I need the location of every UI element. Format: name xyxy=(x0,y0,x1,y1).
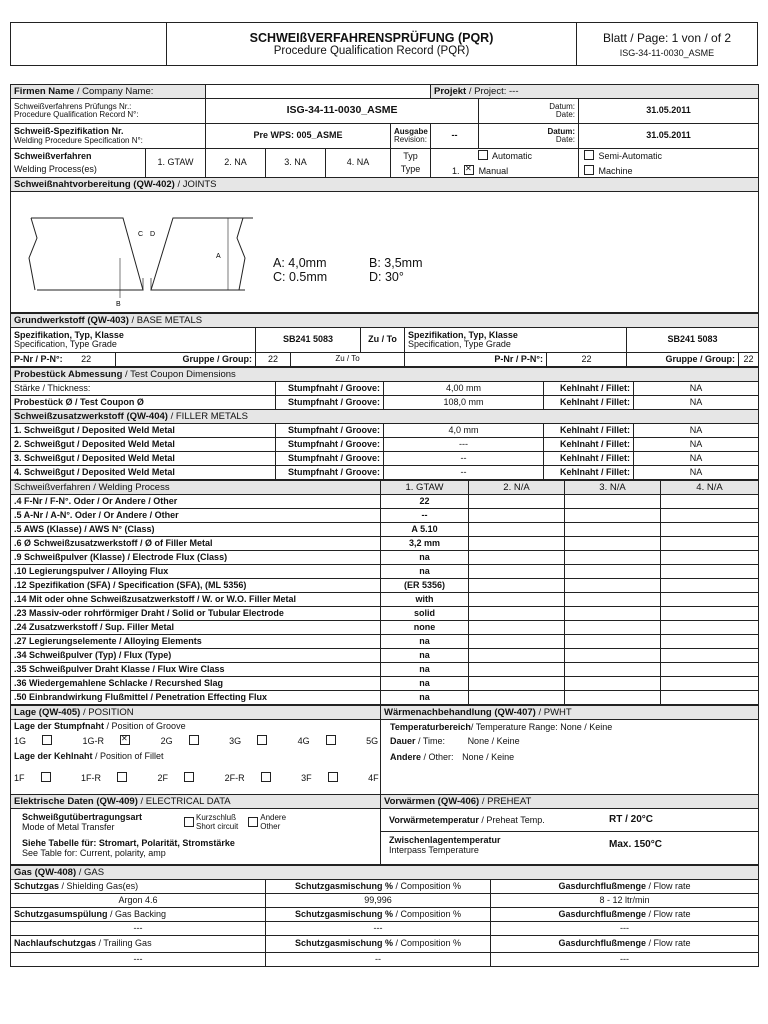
process-header: Schweißverfahren / Welding Process xyxy=(11,481,381,495)
backing-flow-label: Gasdurchflußmenge / Flow rate xyxy=(491,908,759,922)
automatic-checkbox[interactable] xyxy=(478,150,488,160)
position-pwht-table xyxy=(10,705,759,865)
process-row-label: .5 A-Nr / A-N°. Oder / Or Andere / Other xyxy=(11,509,381,523)
date-label: Datum: Date: xyxy=(479,99,579,124)
process-row-value-2 xyxy=(469,677,565,691)
process-row xyxy=(11,635,759,649)
pqr-no-value: ISG-34-11-0030_ASME xyxy=(206,99,479,124)
process-row-value-2 xyxy=(469,593,565,607)
process-row-label: .34 Schweißpulver (Typ) / Flux (Type) xyxy=(11,649,381,663)
gas-header: Gas (QW-408) / GAS xyxy=(11,866,759,880)
process-row-value-1: na xyxy=(381,663,469,677)
backing-label: Schutzgasumspülung / Gas Backing xyxy=(11,908,266,922)
preheat-cell: Vorwärmetemperatur / Preheat Temp. RT / 20°C Zwischenlagentemperatur Interpass Temperature Max. 150°C xyxy=(381,809,759,865)
trailing-comp-label: Schutzgasmischung % / Composition % xyxy=(266,936,491,953)
pnr-value-2: 22 xyxy=(547,353,627,367)
process-row xyxy=(11,509,759,523)
svg-text:D: D xyxy=(150,231,156,238)
spec-value-2: SB241 5083 xyxy=(627,328,759,353)
process-row-value-4 xyxy=(661,565,759,579)
process-row-value-3 xyxy=(565,565,661,579)
pqr-no-label: Schweißverfahrens Prüfungs Nr.: Procedure Qualification Record N°: xyxy=(11,99,206,124)
process-table xyxy=(10,480,759,705)
pos-2f-checkbox[interactable] xyxy=(184,772,194,782)
dim-c: C: 0.5mm xyxy=(273,270,328,284)
top-info-table xyxy=(10,84,759,313)
backing-flow-value: --- xyxy=(491,922,759,936)
process-row xyxy=(11,495,759,509)
dim-d: D: 30° xyxy=(369,270,404,284)
spec-value-1: SB241 5083 xyxy=(256,328,361,353)
process-row-label: .10 Legierungspulver / Alloying Flux xyxy=(11,565,381,579)
pos-2f-r-checkbox[interactable] xyxy=(261,772,271,782)
process-row-value-1: na xyxy=(381,677,469,691)
svg-text:B: B xyxy=(116,301,121,308)
process-row-value-1: na xyxy=(381,565,469,579)
process-row-value-3 xyxy=(565,607,661,621)
process-row-value-3 xyxy=(565,677,661,691)
thickness-fillet-label: Kehlnaht / Fillet: xyxy=(544,382,634,396)
process-row-value-4 xyxy=(661,663,759,677)
group-label-1: Gruppe / Group: xyxy=(116,353,256,367)
thickness-fillet-value: NA xyxy=(634,382,759,396)
group-label-2: Gruppe / Group: xyxy=(627,353,739,367)
title-en: Procedure Qualification Record (PQR) xyxy=(273,45,470,57)
gas-table xyxy=(10,865,759,967)
process-row xyxy=(11,677,759,691)
process-row xyxy=(11,663,759,677)
shield-value: Argon 4.6 xyxy=(11,894,266,908)
process-col-1: 1. GTAW xyxy=(381,481,469,495)
process-row-value-1: with xyxy=(381,593,469,607)
shield-flow-value: 8 - 12 ltr/min xyxy=(491,894,759,908)
process-row-value-1: na xyxy=(381,635,469,649)
group-value-1: 22 xyxy=(256,353,291,367)
form-header xyxy=(10,22,758,66)
pos-1g-r-checkbox[interactable] xyxy=(120,735,130,745)
process-row-value-3 xyxy=(565,509,661,523)
filler-header: Schweißzusatzwerkstoff (QW-404) / FILLER METALS xyxy=(11,410,759,424)
pos-1f-r-checkbox[interactable] xyxy=(117,772,127,782)
thickness-groove-value: 4,00 mm xyxy=(384,382,544,396)
process-row-value-1: na xyxy=(381,691,469,705)
process-row-label: .50 Einbrandwirkung Flußmittel / Penetration Effecting Flux xyxy=(11,691,381,705)
thickness-groove-label: Stumpfnaht / Groove: xyxy=(276,382,384,396)
joint-sketch-cell xyxy=(11,192,759,313)
electrical-cell: Schweißgutübertragungsart Mode of Metal Transfer Kurzschluß Short circuit Andere Other Siehe Tabelle für: Stromart, Polarität, Stromstärke See Table for: Current, polarity, amp xyxy=(11,809,381,865)
process-row-value-1: none xyxy=(381,621,469,635)
wps-value: Pre WPS: 005_ASME xyxy=(206,124,391,149)
backing-comp-label: Schutzgasmischung % / Composition % xyxy=(266,908,491,922)
pos-2g-checkbox[interactable] xyxy=(189,735,199,745)
semi-automatic-checkbox[interactable] xyxy=(584,150,594,160)
process-1: 1. GTAW xyxy=(146,149,206,178)
process-row-value-1: (ER 5356) xyxy=(381,579,469,593)
process-row-value-2 xyxy=(469,607,565,621)
process-row-value-1: solid xyxy=(381,607,469,621)
type-auto-manual: Automatic 1. ✕ Manual xyxy=(431,149,579,178)
process-row-value-1: -- xyxy=(381,509,469,523)
pos-3g-checkbox[interactable] xyxy=(257,735,267,745)
svg-text:A: A xyxy=(216,253,221,260)
process-row-value-3 xyxy=(565,537,661,551)
process-row-value-3 xyxy=(565,593,661,607)
pos-3f-checkbox[interactable] xyxy=(328,772,338,782)
page-info xyxy=(577,23,757,65)
position-header: Lage (QW-405) / POSITION xyxy=(11,706,381,720)
process-row-value-4 xyxy=(661,523,759,537)
short-circuit-checkbox[interactable] xyxy=(184,817,194,827)
dim-b: B: 3,5mm xyxy=(369,256,423,270)
revision-label: Ausgabe Revision: xyxy=(391,124,431,149)
process-label: Schweißverfahren Welding Process(es) xyxy=(11,149,146,178)
process-row-value-1: A 5.10 xyxy=(381,523,469,537)
process-3: 3. NA xyxy=(266,149,326,178)
shield-comp-label: Schutzgasmischung % / Composition % xyxy=(266,880,491,894)
joint-dimensions xyxy=(273,256,465,284)
preheat-header: Vorwärmen (QW-406) / PREHEAT xyxy=(381,795,759,809)
process-row-label: .9 Schweißpulver (Klasse) / Electrode Flux (Class) xyxy=(11,551,381,565)
trailing-value: --- xyxy=(11,953,266,967)
process-row xyxy=(11,607,759,621)
trailing-label: Nachlaufschutzgas / Trailing Gas xyxy=(11,936,266,953)
process-row-value-2 xyxy=(469,649,565,663)
process-row xyxy=(11,565,759,579)
process-2: 2. NA xyxy=(206,149,266,178)
process-row-value-1: na xyxy=(381,551,469,565)
revision-value: -- xyxy=(431,124,479,149)
spec-label-2: Spezifikation, Typ, Klasse Specification, Type Grade xyxy=(405,328,627,353)
process-4: 4. NA xyxy=(326,149,391,178)
process-row-value-1: na xyxy=(381,649,469,663)
dia-fillet-label: Kehlnaht / Fillet: xyxy=(544,396,634,410)
process-row-value-4 xyxy=(661,621,759,635)
dia-groove-label: Stumpfnaht / Groove: xyxy=(276,396,384,410)
process-col-2: 2. N/A xyxy=(469,481,565,495)
pwht-header: Wärmenachbehandlung (QW-407) / PWHT xyxy=(381,706,759,720)
pos-4g-checkbox[interactable] xyxy=(326,735,336,745)
process-row xyxy=(11,537,759,551)
process-row-value-3 xyxy=(565,621,661,635)
process-row-value-4 xyxy=(661,593,759,607)
process-row-value-4 xyxy=(661,579,759,593)
dia-groove-value: 108,0 mm xyxy=(384,396,544,410)
title-de: SCHWEIßVERFAHRENSPRÜFUNG (PQR) xyxy=(249,31,494,45)
process-row xyxy=(11,551,759,565)
project-field: Projekt / Project: --- xyxy=(431,85,759,99)
process-row-label: .4 F-Nr / F-N°. Oder / Or Andere / Other xyxy=(11,495,381,509)
process-row-value-4 xyxy=(661,537,759,551)
process-row xyxy=(11,523,759,537)
process-row-value-1: 3,2 mm xyxy=(381,537,469,551)
process-row-value-2 xyxy=(469,509,565,523)
process-row-value-3 xyxy=(565,579,661,593)
process-row-value-2 xyxy=(469,579,565,593)
pwht-cell: Temperaturbereich/ Temperature Range: None / Keine Dauer / Time: None / Keine Andere / Other: None / Keine xyxy=(381,720,759,795)
filler-row: 2. Schweißgut / Deposited Weld Metal Stumpfnaht / Groove: --- Kehlnaht / Fillet: NA xyxy=(11,438,759,452)
thickness-label: Stärke / Thickness: xyxy=(11,382,276,396)
process-row-label: .24 Zusatzwerkstoff / Sup. Filler Metal xyxy=(11,621,381,635)
process-row-value-4 xyxy=(661,649,759,663)
process-row-label: .6 Ø Schweißzusatzwerkstoff / Ø of Filler Metal xyxy=(11,537,381,551)
joint-sketch xyxy=(11,192,758,312)
process-row xyxy=(11,649,759,663)
process-row-value-4 xyxy=(661,509,759,523)
process-row-value-2 xyxy=(469,621,565,635)
process-row xyxy=(11,691,759,705)
coupon-table xyxy=(10,367,759,480)
base-metals-header: Grundwerkstoff (QW-403) / BASE METALS xyxy=(11,314,759,328)
pos-1g-checkbox[interactable] xyxy=(42,735,52,745)
type-label: Typ Type xyxy=(391,149,431,178)
doc-id: ISG-34-11-0030_ASME xyxy=(619,48,715,58)
process-row-value-2 xyxy=(469,691,565,705)
manual-checkbox[interactable] xyxy=(464,165,474,175)
process-row-label: .36 Wiedergemahlene Schlacke / Recurshed Slag xyxy=(11,677,381,691)
process-row-label: .27 Legierungselemente / Alloying Elements xyxy=(11,635,381,649)
backing-value: --- xyxy=(11,922,266,936)
process-col-3: 3. N/A xyxy=(565,481,661,495)
wps-label: Schweiß-Spezifikation Nr. Welding Procedure Specification N°: xyxy=(11,124,206,149)
trailing-comp-value: -- xyxy=(266,953,491,967)
process-row-value-4 xyxy=(661,635,759,649)
process-row-label: .14 Mit oder ohne Schweißzusatzwerkstoff / W. or W.O. Filler Metal xyxy=(11,593,381,607)
process-row-value-3 xyxy=(565,635,661,649)
pos-1f-checkbox[interactable] xyxy=(41,772,51,782)
process-row-value-4 xyxy=(661,607,759,621)
svg-text:C: C xyxy=(138,231,144,238)
group-value-2: 22 xyxy=(739,353,759,367)
process-row-value-3 xyxy=(565,523,661,537)
process-col-4: 4. N/A xyxy=(661,481,759,495)
process-row xyxy=(11,593,759,607)
filler-row: 4. Schweißgut / Deposited Weld Metal Stumpfnaht / Groove: -- Kehlnaht / Fillet: NA xyxy=(11,466,759,480)
zu-to-2: Zu / To xyxy=(291,353,405,367)
zu-to-1: Zu / To xyxy=(361,328,405,353)
process-row-value-3 xyxy=(565,649,661,663)
filler-row: 1. Schweißgut / Deposited Weld Metal Stumpfnaht / Groove: 4,0 mm Kehlnaht / Fillet: NA xyxy=(11,424,759,438)
trailing-flow-value: --- xyxy=(491,953,759,967)
company-label: Firmen Name / Company Name: xyxy=(11,85,206,99)
process-row-value-2 xyxy=(469,537,565,551)
process-row-value-2 xyxy=(469,495,565,509)
form-title xyxy=(167,23,577,65)
process-row-value-2 xyxy=(469,635,565,649)
process-row-label: .35 Schweißpulver Draht Klasse / Flux Wire Class xyxy=(11,663,381,677)
logo-area xyxy=(11,23,167,65)
other-transfer-checkbox[interactable] xyxy=(248,817,258,827)
shield-label: Schutzgas / Shielding Gas(es) xyxy=(11,880,266,894)
coupon-dia-label: Probestück Ø / Test Coupon Ø xyxy=(11,396,276,410)
backing-comp-value: --- xyxy=(266,922,491,936)
joint-diagram xyxy=(23,198,273,313)
process-row-value-4 xyxy=(661,691,759,705)
pnr-2: P-Nr / P-N°: xyxy=(405,353,547,367)
shield-comp-value: 99,996 xyxy=(266,894,491,908)
pnr-1: P-Nr / P-N°: 22 xyxy=(11,353,116,367)
shield-flow-label: Gasdurchflußmenge / Flow rate xyxy=(491,880,759,894)
position-cell: Lage der Stumpfnaht / Position of Groove 1G 1G-R✕ 2G 3G 4G 5G Lage der Kehlnaht / Position of Fillet 1F 1F-R 2F 2F-R 3F 4F xyxy=(11,720,381,795)
process-row-value-3 xyxy=(565,691,661,705)
date-value: 31.05.2011 xyxy=(579,99,759,124)
coupon-header: Probestück Abmessung / Test Coupon Dimensions xyxy=(11,368,759,382)
process-row-value-2 xyxy=(469,523,565,537)
process-row-value-3 xyxy=(565,663,661,677)
process-row-value-1: 22 xyxy=(381,495,469,509)
process-row-value-2 xyxy=(469,551,565,565)
process-row-label: .23 Massiv-oder rohrförmiger Draht / Solid or Tubular Electrode xyxy=(11,607,381,621)
filler-row: 3. Schweißgut / Deposited Weld Metal Stumpfnaht / Groove: -- Kehlnaht / Fillet: NA xyxy=(11,452,759,466)
process-row-value-2 xyxy=(469,565,565,579)
date2-label: Datum: Date: xyxy=(479,124,579,149)
process-row-value-3 xyxy=(565,495,661,509)
dia-fillet-value: NA xyxy=(634,396,759,410)
pqr-form xyxy=(10,22,758,967)
process-row-value-2 xyxy=(469,663,565,677)
joints-header: Schweißnahtvorbereitung (QW-402) / JOINTS xyxy=(11,178,759,192)
spec-label-1: Spezifikation, Typ, Klasse Specification, Type Grade xyxy=(11,328,256,353)
date2-value: 31.05.2011 xyxy=(579,124,759,149)
process-row-label: .5 AWS (Klasse) / AWS N° (Class) xyxy=(11,523,381,537)
electrical-header: Elektrische Daten (QW-409) / ELECTRICAL DATA xyxy=(11,795,381,809)
process-row xyxy=(11,621,759,635)
dim-a: A: 4,0mm xyxy=(273,256,327,270)
trailing-flow-label: Gasdurchflußmenge / Flow rate xyxy=(491,936,759,953)
process-row-value-4 xyxy=(661,495,759,509)
process-row-label: .12 Spezifikation (SFA) / Specification (SFA), (ML 5356) xyxy=(11,579,381,593)
process-row xyxy=(11,579,759,593)
type-semi-machine: Semi-Automatic Machine xyxy=(579,149,759,178)
machine-checkbox[interactable] xyxy=(584,165,594,175)
process-row-value-4 xyxy=(661,551,759,565)
base-metals-table xyxy=(10,313,759,367)
process-row-value-3 xyxy=(565,551,661,565)
process-row-value-4 xyxy=(661,677,759,691)
company-value[interactable] xyxy=(206,85,431,99)
page-number: Blatt / Page: 1 von / of 2 xyxy=(602,31,732,45)
